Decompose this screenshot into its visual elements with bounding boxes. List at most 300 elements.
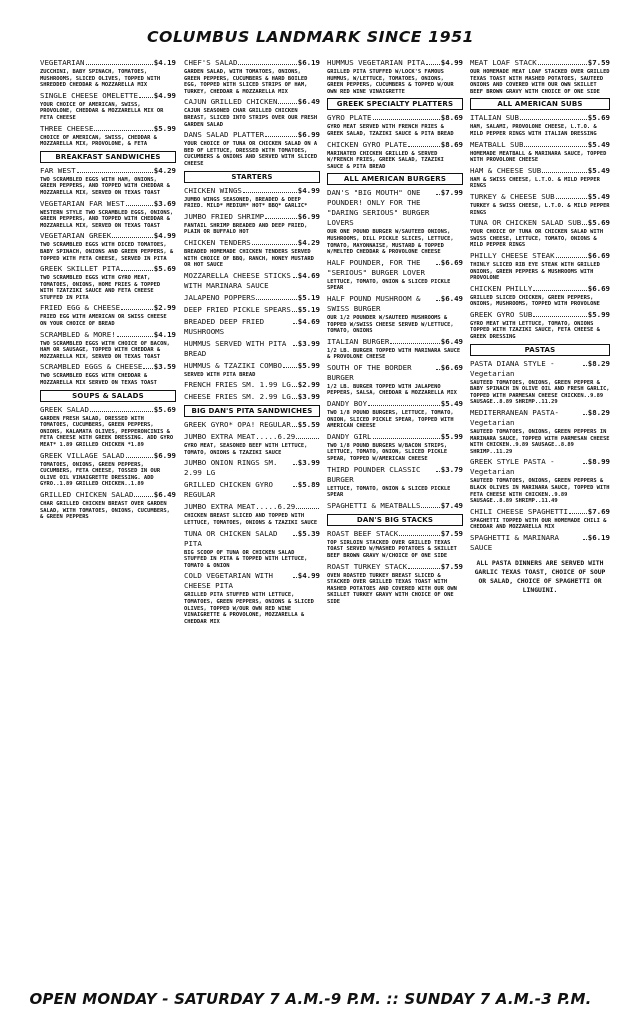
- menu-item-row: [184, 130, 320, 140]
- menu-item-row: [327, 501, 463, 511]
- menu-item-price: $5.19: [297, 304, 320, 314]
- menu-item-description: FRIED EGG WITH AMERICAN OR SWISS CHEESE ON YOUR CHOICE OF BREAD: [40, 314, 167, 328]
- menu-item: [40, 451, 176, 488]
- menu-item-row: [184, 502, 320, 512]
- menu-item-name: FRENCH FRIES SM. 1.99 LG: [184, 380, 291, 390]
- menu-item-price: $5.99: [297, 360, 320, 370]
- menu-item-description: CHOICE OF AMERICAN, SWISS, CHEDDAR & MOZZARELLA MIX, PROVOLONE, & FETA: [40, 134, 157, 148]
- dot-leader: [421, 507, 439, 508]
- menu-item-name: MOZZARELLA CHEESE STICKS WITH MARINARA SAUCE: [184, 270, 291, 290]
- menu-item-name: HUMMUS VEGETARIAN PITA: [327, 58, 425, 67]
- menu-item-name: JUMBO EXTRA MEAT.....6.29: [184, 502, 296, 512]
- menu-item-price: $6.99: [153, 450, 176, 460]
- menu-item: [470, 192, 610, 216]
- menu-item-name: SCRAMBLED EGGS & CHEESE: [40, 362, 143, 372]
- menu-item-row: [184, 339, 320, 359]
- menu-item-name: GREEK SKILLET PITA: [40, 264, 121, 274]
- menu-item-row: [327, 363, 463, 383]
- menu-item-description: HAM & SWISS CHEESE, L.T.O. & MILD PEPPER RINGS: [470, 176, 600, 190]
- menu-item-name: CHICKEN TENDERS: [184, 237, 251, 247]
- menu-item-row: [40, 124, 176, 134]
- menu-item: [327, 58, 463, 95]
- menu-item-name: PHILLY CHEESE STEAK: [470, 250, 555, 260]
- menu-item-description: OUR ONE POUND BURGER W/SAUTEED ONIONS, MUSHROOMS, DILL PICKLE SLICES, LETTUCE, TOMATO, MAYONNAISE, MUSTARD & TOPPED W/MELTED CHEDDAR & PROVOLONE CHEESE: [327, 229, 454, 256]
- dot-leader: [436, 300, 440, 301]
- menu-item-row: [40, 303, 176, 313]
- menu-item: [327, 465, 463, 499]
- menu-item-row: [40, 405, 176, 415]
- menu-item-row: [40, 264, 176, 274]
- dot-leader: [583, 463, 587, 464]
- dot-leader: [583, 539, 587, 540]
- menu-item: [327, 258, 463, 292]
- menu-item-row: [470, 166, 610, 176]
- menu-item-name: HALF POUNDER, FOR THE "SERIOUS" BURGER LOVER: [327, 257, 425, 277]
- menu-item-name: GREEK VILLAGE SALAD: [40, 450, 125, 460]
- menu-item: [40, 330, 176, 361]
- menu-item-price: $3.79: [440, 464, 463, 474]
- menu-item: [184, 480, 320, 500]
- menu-item: [184, 212, 320, 236]
- menu-item-name: GREEK SALAD: [40, 404, 89, 414]
- dot-leader: [252, 244, 297, 245]
- section-heading: SOUPS & SALADS: [40, 390, 176, 402]
- menu-item-description: 1/2 LB. BURGER TOPPED WITH JALAPENO PEPPERS, SALSA, CHEDDAR & MOZZARELLA MIX: [327, 383, 457, 397]
- menu-item-row: [327, 58, 463, 68]
- menu-item-price: $7.59: [440, 561, 463, 571]
- menu-item-name: GYRO PLATE: [327, 113, 372, 123]
- dot-leader: [436, 194, 440, 195]
- menu-item-description: TWO SCRAMBLED EGGS WITH GYRO MEAT, TOMATOES, ONIONS, HOME FRIES & TOPPED WITH TZATZIKI SAUCE AND FETA CHEESE STUFFED IN PITA: [40, 275, 161, 301]
- dot-leader: [368, 405, 440, 406]
- menu-item-row: [40, 91, 176, 101]
- menu-item-description: YOUR CHOICE OF TUNA OR CHICKEN SALAD WITH SWISS CHEESE, LETTUCE, TOMATO, ONIONS & MILD PEPPER RINGS: [470, 229, 604, 249]
- menu-item-description: YOUR CHOICE OF AMERICAN, SWISS, PROVOLONE, CHEDDAR & MOZZARELLA MIX OR FETA CHEESE: [40, 101, 164, 121]
- dot-leader: [436, 369, 440, 370]
- menu-item-description: 1/2 LB. BURGER TOPPED WITH MARINARA SAUCE & PROVOLONE CHEESE: [327, 347, 461, 361]
- menu-item-row: [184, 238, 320, 248]
- menu-item-price: $3.69: [153, 198, 176, 208]
- menu-item-row: [327, 337, 463, 347]
- menu-item-row: [40, 362, 176, 372]
- menu-item-price: $6.19: [297, 58, 320, 67]
- menu-item-row: [184, 186, 320, 196]
- menu-item: [327, 529, 463, 560]
- menu-item-description: TWO SCRAMBLED EGGS WITH CHOICE OF BACON, HAM OR SAUSAGE, TOPPED WITH CHEDDAR & MOZZARELLA MIX, SERVED ON TEXAS TOAST: [40, 340, 170, 360]
- menu-item-price: $5.59: [297, 420, 320, 430]
- menu-item: [470, 359, 610, 406]
- menu-item-row: [184, 293, 320, 303]
- menu-item-row: [184, 361, 320, 371]
- menu-item-row: [40, 231, 176, 241]
- menu-item-price: $7.59: [587, 58, 610, 67]
- menu-item-name: DAN'S "BIG MOUTH" ONE POUNDER! ONLY FOR THE "DARING SERIOUS" BURGER LOVERS: [327, 188, 430, 228]
- menu-item: [40, 124, 176, 148]
- menu-item: [184, 293, 320, 303]
- menu-item: [40, 166, 176, 197]
- menu-item: [470, 284, 610, 308]
- menu-item-description: ZUCCHINI, BABY SPINACH, TOMATOES, MUSHROOMS, SLICED OLIVES, TOPPED WITH SHREDDED CHEDDAR & MOZZARELLA MIX: [40, 69, 161, 89]
- dot-leader: [582, 224, 587, 225]
- menu-item-name: ITALIAN BURGER: [327, 336, 390, 346]
- menu-item-description: HAM, SALAMI, PROVOLONE CHEESE, L.T.O. & MILD PEPPER RINGS WITH ITALIAN DRESSING: [470, 124, 597, 137]
- menu-item-row: [470, 58, 610, 68]
- menu-item-name: GRILLED CHICKEN GYRO REGULAR: [184, 480, 273, 500]
- menu-item-price: $5.49: [587, 191, 610, 201]
- menu-item: [470, 251, 610, 282]
- menu-item-description: LETTUCE, TOMATO, ONION & SLICED PICKLE SPEAR: [327, 485, 451, 499]
- menu-item-description: THINLY SLICED RIB EYE STEAK WITH GRILLED ONIONS, GREEN PEPPERS & MUSHROOMS WITH PROVOLONE: [470, 261, 600, 282]
- menu-item-price: $4.29: [297, 237, 320, 247]
- menu-item: [184, 305, 320, 315]
- menu-item-name: FRIED EGG & CHEESE: [40, 303, 121, 313]
- menu-item-name: JUMBO ONION RINGS SM. 2.99 LG: [184, 458, 278, 478]
- menu-item-price: $4.69: [297, 270, 320, 280]
- menu-item-name: HUMMUS & TZAZIKI COMBO: [184, 360, 282, 370]
- menu-item: [184, 529, 320, 570]
- menu-item-name: COLD VEGETARIAN WITH CHEESE PITA: [184, 571, 273, 591]
- menu-item-row: [327, 188, 463, 228]
- menu-item-name: VEGETARIAN: [40, 58, 85, 67]
- menu-item: [184, 432, 320, 456]
- menu-item-description: SAUTEED TOMATOES, ONIONS, GREEN PEPPER & BABY SPINACH IN OLIVE OIL AND FRESH GARLIC, TOPPED WITH PARMESAN CHEESE CHICKEN..9.89 SAUSAGE..8.89 SHRIMP..11.29: [470, 379, 610, 406]
- menu-item-price: $5.69: [153, 404, 176, 414]
- menu-item-row: [470, 251, 610, 261]
- menu-item-row: [184, 380, 320, 390]
- menu-item-description: GRILLED SLICED CHICKEN, GREEN PEPPERS, ONIONS, MUSHROOMS, TOPPED WITH PROVOLONE: [470, 294, 600, 308]
- menu-item-name: VEGETARIAN FAR WEST: [40, 198, 125, 208]
- menu-item: [327, 294, 463, 335]
- section-heading: DAN'S BIG STACKS: [327, 514, 463, 526]
- dot-leader: [77, 172, 153, 173]
- menu-item: [40, 362, 176, 386]
- dot-leader: [292, 311, 297, 312]
- menu-item-price: $5.99: [153, 123, 176, 133]
- dot-leader: [121, 270, 153, 271]
- dot-leader: [139, 97, 153, 98]
- menu-item-price: $8.99: [587, 457, 610, 467]
- pasta-note: ALL PASTA DINNERS ARE SERVED WITH GARLIC TEXAS TOAST, CHOICE OF SOUP OR SALAD, CHOICE OF SPAGHETTI OR LINGUINI.: [474, 558, 606, 594]
- menu-item-row: [40, 490, 176, 500]
- dot-leader: [583, 414, 587, 415]
- menu-item-description: CHAR GRILLED CHICKEN BREAST OVER GARDEN SALAD, WITH TOMATOES, ONIONS, CUCUMBERS, & GREEN PEPPERS: [40, 500, 170, 521]
- menu-item-description: GYRO MEAT, SEASONED BEEF WITH LETTUCE, TOMATO, ONIONS & TZAZIKI SAUCE: [184, 443, 308, 456]
- menu-item-price: $5.69: [587, 218, 610, 228]
- menu-item-name: GREEK GYRO SUB: [470, 309, 533, 319]
- menu-item: [470, 140, 610, 164]
- menu-item-name: DANDY GIRL: [327, 431, 372, 441]
- dot-leader: [134, 496, 152, 497]
- menu-item-price: $4.99: [153, 90, 176, 100]
- menu-item-name: SOUTH OF THE BORDER BURGER: [327, 362, 412, 382]
- menu-item-name: CAJUN GRILLED CHICKEN: [184, 97, 278, 107]
- menu-item-price: $7.59: [440, 528, 463, 538]
- menu-item-price: $4.69: [297, 316, 320, 326]
- menu-item-price: $7.69: [587, 506, 610, 516]
- menu-column-1: [40, 58, 176, 523]
- menu-item-price: $3.99: [297, 392, 320, 402]
- menu-item-row: [470, 192, 610, 202]
- menu-item-description: GYRO MEAT SERVED WITH FRENCH FRIES & GREEK SALAD, TZAZIKI SAUCE & PITA BREAD: [327, 124, 454, 137]
- menu-item-description: SPAGHETTI TOPPED WITH OUR HOMEMADE CHILI & CHEDDAR AND MOZZARELLA MIX: [470, 517, 607, 531]
- dot-leader: [538, 64, 587, 65]
- section-heading: BREAKFAST SANDWICHES: [40, 151, 176, 163]
- dot-leader: [399, 535, 440, 536]
- menu-title: COLUMBUS LANDMARK SINCE 1951: [146, 28, 475, 46]
- menu-item: [40, 303, 176, 327]
- menu-item-description: CHICKEN BREAST SLICED AND TOPPED WITH LETTUCE, TOMATOES, ONIONS & TZAZIKI SAUCE: [184, 513, 318, 527]
- menu-item-price: $8.69: [440, 113, 463, 123]
- menu-item-row: [470, 140, 610, 150]
- dot-leader: [121, 309, 153, 310]
- section-heading: BIG DAN'S PITA SANDWICHES: [184, 405, 320, 417]
- menu-column-3: [327, 58, 463, 608]
- menu-item-name: HALF POUND MUSHROOM & SWISS BURGER: [327, 293, 421, 313]
- menu-item-price: $6.69: [587, 250, 610, 260]
- dot-leader: [524, 146, 586, 147]
- menu-item-name: SINGLE CHEESE OMELETTE: [40, 90, 138, 100]
- menu-item-row: [327, 432, 463, 442]
- dot-leader: [373, 438, 440, 439]
- menu-item-description: WESTERN STYLE TWO SCRAMBLED EGGS, ONIONS, GREEN PEPPERS, AND TOPPED WITH CHEDDAR & MOZZARELLA MIX, SERVED ON TEXAS TOAST: [40, 209, 174, 229]
- menu-item-description: TWO SCRAMBLED EGGS WITH CHEDDAR & MOZZARELLA MIX SERVED ON TEXAS TOAST: [40, 373, 157, 387]
- menu-item-price: $5.89: [297, 480, 320, 490]
- dot-leader: [533, 316, 586, 317]
- menu-item: [184, 271, 320, 291]
- menu-item-price: $3.99: [297, 458, 320, 468]
- menu-item-row: [327, 294, 463, 314]
- section-heading: PASTAS: [470, 344, 610, 356]
- menu-item-price: $6.49: [440, 336, 463, 346]
- menu-item-price: $5.19: [297, 292, 320, 302]
- section-heading: STARTERS: [184, 171, 320, 183]
- menu-item-description: HOMEMADE MEATBALL & MARINARA SAUCE, TOPPED WITH PROVOLONE CHEESE: [470, 150, 607, 164]
- menu-item-price: $4.99: [440, 58, 463, 67]
- section-heading: GREEK SPECIALTY PLATTERS: [327, 98, 463, 110]
- dot-leader: [293, 277, 297, 278]
- menu-item-price: $6.69: [440, 362, 463, 372]
- menu-item: [40, 231, 176, 262]
- menu-item-name: CHICKEN WINGS: [184, 185, 242, 195]
- menu-item: [327, 432, 463, 463]
- menu-item: [184, 571, 320, 625]
- menu-item-row: [40, 166, 176, 176]
- menu-item-name: HAM & CHEESE SUB: [470, 165, 542, 175]
- dot-leader: [265, 218, 297, 219]
- menu-item-row: [184, 212, 320, 222]
- dot-leader: [390, 343, 439, 344]
- menu-item-price: $2.99: [153, 303, 176, 313]
- dot-leader: [256, 299, 297, 300]
- menu-item-name: THREE CHEESE: [40, 123, 94, 133]
- menu-item-description: GRILLED PITA STUFFED WITH LETTUCE, TOMATOES, GREEN PEPPERS, ONIONS & SLICED OLIVES, TOPPED W/OUR OWN RED WINE VINAIGRETTE & PROVOLONE, MOZZARELLA & CHEDDAR MIX: [184, 592, 314, 625]
- menu-item: [184, 420, 320, 430]
- dot-leader: [265, 136, 297, 137]
- menu-item-description: GARDEN SALAD, WITH TOMATOES, ONIONS, GREEN PEPPERS, CUCUMBERS & HARD BOILED EGG, TOPPED WITH SLICED STRIPS OF HAM, TURKEY, CHEDDAR & MOZZARELLA MIX: [184, 69, 308, 95]
- dot-leader: [373, 119, 440, 120]
- menu-item: [470, 533, 610, 553]
- menu-item-row: [327, 113, 463, 123]
- section-heading: ALL AMERICAN SUBS: [470, 98, 610, 110]
- menu-item-price: $5.39: [297, 528, 320, 538]
- dot-leader: [94, 130, 152, 131]
- menu-item: [184, 361, 320, 379]
- dot-leader: [293, 345, 297, 346]
- menu-item-price: $7.99: [440, 188, 463, 198]
- menu-item: [327, 363, 463, 397]
- menu-item: [470, 310, 610, 341]
- menu-item-price: $6.49: [153, 489, 176, 499]
- dot-leader: [126, 457, 153, 458]
- menu-item-description: OUR HOMEMADE MEAT LOAF STACKED OVER GRILLED TEXAS TOAST WITH MASHED POTATOES, SAUTEED ONIONS AND COVERED WITH OUR OWN SKILLET BEEF BROWN GRAVY WITH CHOICE OF ONE SIDE: [470, 69, 610, 95]
- dot-leader: [293, 323, 297, 324]
- menu-item-row: [184, 271, 320, 291]
- menu-item-row: [184, 571, 320, 591]
- menu-item-row: [327, 140, 463, 150]
- menu-item-description: TWO SCRAMBLED EGGS WITH HAM, ONIONS, GREEN PEPPERS, AND TOPPED WITH CHEDDAR & MOZZARELLA MIX, SERVED ON TEXAS TOAST: [40, 176, 170, 196]
- menu-item-price: $6.69: [440, 257, 463, 267]
- dot-leader: [292, 426, 297, 427]
- dot-leader: [436, 471, 440, 472]
- menu-item: [184, 97, 320, 128]
- menu-item-description: YOUR CHOICE OF TUNA OR CHICKEN SALAD ON A BED OF LETTUCE, DRESSED WITH TOMATOES, CUCUMBERS & ONIONS AND SERVED WITH SLICED CHEESE: [184, 141, 318, 167]
- menu-item-row: [40, 58, 176, 68]
- menu-item-name: JUMBO EXTRA MEAT.....6.29: [184, 432, 296, 442]
- dot-leader: [292, 398, 297, 399]
- menu-item-price: $6.49: [297, 97, 320, 107]
- menu-item-row: [184, 420, 320, 430]
- menu-item-name: THIRD POUNDER CLASSIC BURGER: [327, 464, 421, 484]
- dot-leader: [90, 411, 153, 412]
- menu-item-price: $4.19: [153, 58, 176, 67]
- menu-item-price: $3.59: [153, 362, 176, 372]
- menu-item: [40, 490, 176, 521]
- menu-item: [327, 188, 463, 255]
- menu-item-description: TOP SIRLOIN STACKED OVER GRILLED TEXAS TOAST SERVED W/MASHED POTATOES & SKILLET BEEF BROWN GRAVY W/CHOICE OF ONE SIDE: [327, 539, 457, 559]
- menu-item-description: SAUTEED TOMATOES, ONIONS, GREEN PEPPERS & BLACK OLIVES IN MARINARA SAUCE, TOPPED WITH FETA CHEESE WITH CHICKEN..9.89 SAUSAGE..8.89 SHRIMP..11.49: [470, 478, 610, 505]
- dot-leader: [293, 535, 297, 536]
- menu-item-price: $5.49: [587, 139, 610, 149]
- menu-item: [470, 218, 610, 249]
- menu-item-price: $6.49: [440, 293, 463, 303]
- menu-item-name: CHICKEN PHILLY: [470, 283, 533, 293]
- menu-item: [184, 186, 320, 210]
- menu-item-price: $6.99: [297, 211, 320, 221]
- menu-item-name: SCRAMBLED & MORE!: [40, 329, 116, 339]
- menu-item-price: $8.29: [587, 358, 610, 368]
- menu-item: [184, 458, 320, 478]
- menu-item-description: BIG SCOOP OF TUNA OR CHICKEN SALAD STUFFED IN PITA & TOPPED WITH LETTUCE, TOMATO & ONION: [184, 549, 308, 569]
- menu-item-row: [40, 330, 176, 340]
- menu-item-price: $3.99: [297, 338, 320, 348]
- menu-item: [470, 166, 610, 190]
- menu-item-row: [184, 432, 320, 442]
- menu-item-price: $5.49: [440, 399, 463, 409]
- menu-item-description: GRILLED PITA STUFFED W/LOCK'S FAMOUS HUMMUS, W/LETTUCE, TOMATOES, ONIONS, GREEN PEPPERS, CUCUMBERS & TOPPED W/OUR OWN RED WINE VINAIGRETTE: [327, 69, 454, 95]
- menu-item-row: [184, 392, 320, 402]
- dot-leader: [542, 172, 587, 173]
- menu-item-row: [470, 507, 610, 517]
- menu-item-row: [184, 317, 320, 337]
- menu-item-row: [470, 457, 610, 477]
- menu-item-description: GYRO MEAT WITH LETTUCE, TOMATO, ONIONS TOPPED WITH TZAZIKI SAUCE, FETA CHEESE & GREEK DRESSING: [470, 320, 600, 341]
- menu-item-name: MEAT LOAF STACK: [470, 58, 537, 67]
- menu-item-row: [184, 305, 320, 315]
- menu-item: [184, 130, 320, 167]
- menu-item-row: [40, 451, 176, 461]
- menu-item-row: [327, 258, 463, 278]
- dot-leader: [293, 486, 297, 487]
- menu-item-name: JALAPENO POPPERS: [184, 292, 256, 302]
- dot-leader: [243, 192, 297, 193]
- menu-item: [184, 339, 320, 359]
- menu-item-name: BREADED DEEP FRIED MUSHROOMS: [184, 316, 265, 336]
- menu-item-price: $4.99: [153, 231, 176, 241]
- menu-item-price: $6.19: [587, 532, 610, 542]
- dot-leader: [117, 336, 153, 337]
- menu-item-row: [327, 562, 463, 572]
- menu-item: [184, 380, 320, 390]
- menu-item-name: CHICKEN GYRO PLATE: [327, 139, 408, 149]
- menu-item: [40, 58, 176, 89]
- menu-item-price: $2.99: [297, 380, 320, 390]
- dot-leader: [436, 264, 440, 265]
- menu-item-row: [40, 199, 176, 209]
- dot-leader: [426, 64, 440, 65]
- dot-leader: [112, 237, 153, 238]
- menu-item-price: $4.99: [297, 571, 320, 581]
- menu-item: [327, 562, 463, 606]
- menu-item-price: $5.99: [440, 431, 463, 441]
- menu-item-name: JUMBO FRIED SHRIMP: [184, 211, 265, 221]
- menu-item-price: $6.69: [587, 283, 610, 293]
- menu-item-name: SPAGHETTI & MARINARA SAUCE: [470, 532, 559, 552]
- menu-item-name: TUNA OR CHICKEN SALAD SUB: [470, 218, 582, 228]
- dot-leader: [296, 508, 319, 509]
- menu-item-name: CHILI CHEESE SPAGHETTI: [470, 506, 568, 516]
- section-heading: ALL AMERICAN BURGERS: [327, 173, 463, 185]
- menu-item: [327, 399, 463, 430]
- menu-item-name: GRILLED CHICKEN SALAD: [40, 489, 134, 499]
- menu-item-row: [184, 480, 320, 500]
- menu-item-price: $5.99: [587, 309, 610, 319]
- menu-item-name: FAR WEST: [40, 165, 76, 175]
- dot-leader: [556, 257, 587, 258]
- menu-item-row: [470, 218, 610, 228]
- menu-item-price: $7.49: [440, 500, 463, 510]
- menu-item-name: CHEESE FRIES SM. 2.99 LG: [184, 392, 291, 402]
- menu-item-name: TUNA OR CHICKEN SALAD PITA: [184, 528, 278, 548]
- menu-item-name: MEDITERRANEAN PASTA-Vegetarian: [470, 408, 559, 428]
- menu-item: [40, 405, 176, 449]
- menu-item: [40, 91, 176, 122]
- dot-leader: [126, 205, 153, 206]
- menu-item-description: BREADED HOMEMADE CHICKEN TENDERS SERVED WITH CHOICE OF BBQ, RANCH, HONEY MUSTARD OR HOT SAUCE: [184, 248, 314, 269]
- menu-item: [184, 58, 320, 95]
- menu-item: [184, 502, 320, 526]
- menu-item-row: [184, 529, 320, 549]
- menu-item: [327, 337, 463, 361]
- dot-leader: [292, 386, 297, 387]
- menu-item-price: $8.29: [587, 408, 610, 418]
- menu-item-row: [470, 408, 610, 428]
- dot-leader: [283, 367, 297, 368]
- menu-item-description: TWO 1/8 POUND BURGERS W/BACON STRIPS, LETTUCE, TOMATO, ONION, SLICED PICKLE SPEAR, TOPPED W/AMERICAN CHEESE: [327, 442, 448, 463]
- menu-column-2: [184, 58, 320, 627]
- dot-leader: [408, 568, 440, 569]
- dot-leader: [296, 438, 319, 439]
- menu-item-price: $4.99: [297, 185, 320, 195]
